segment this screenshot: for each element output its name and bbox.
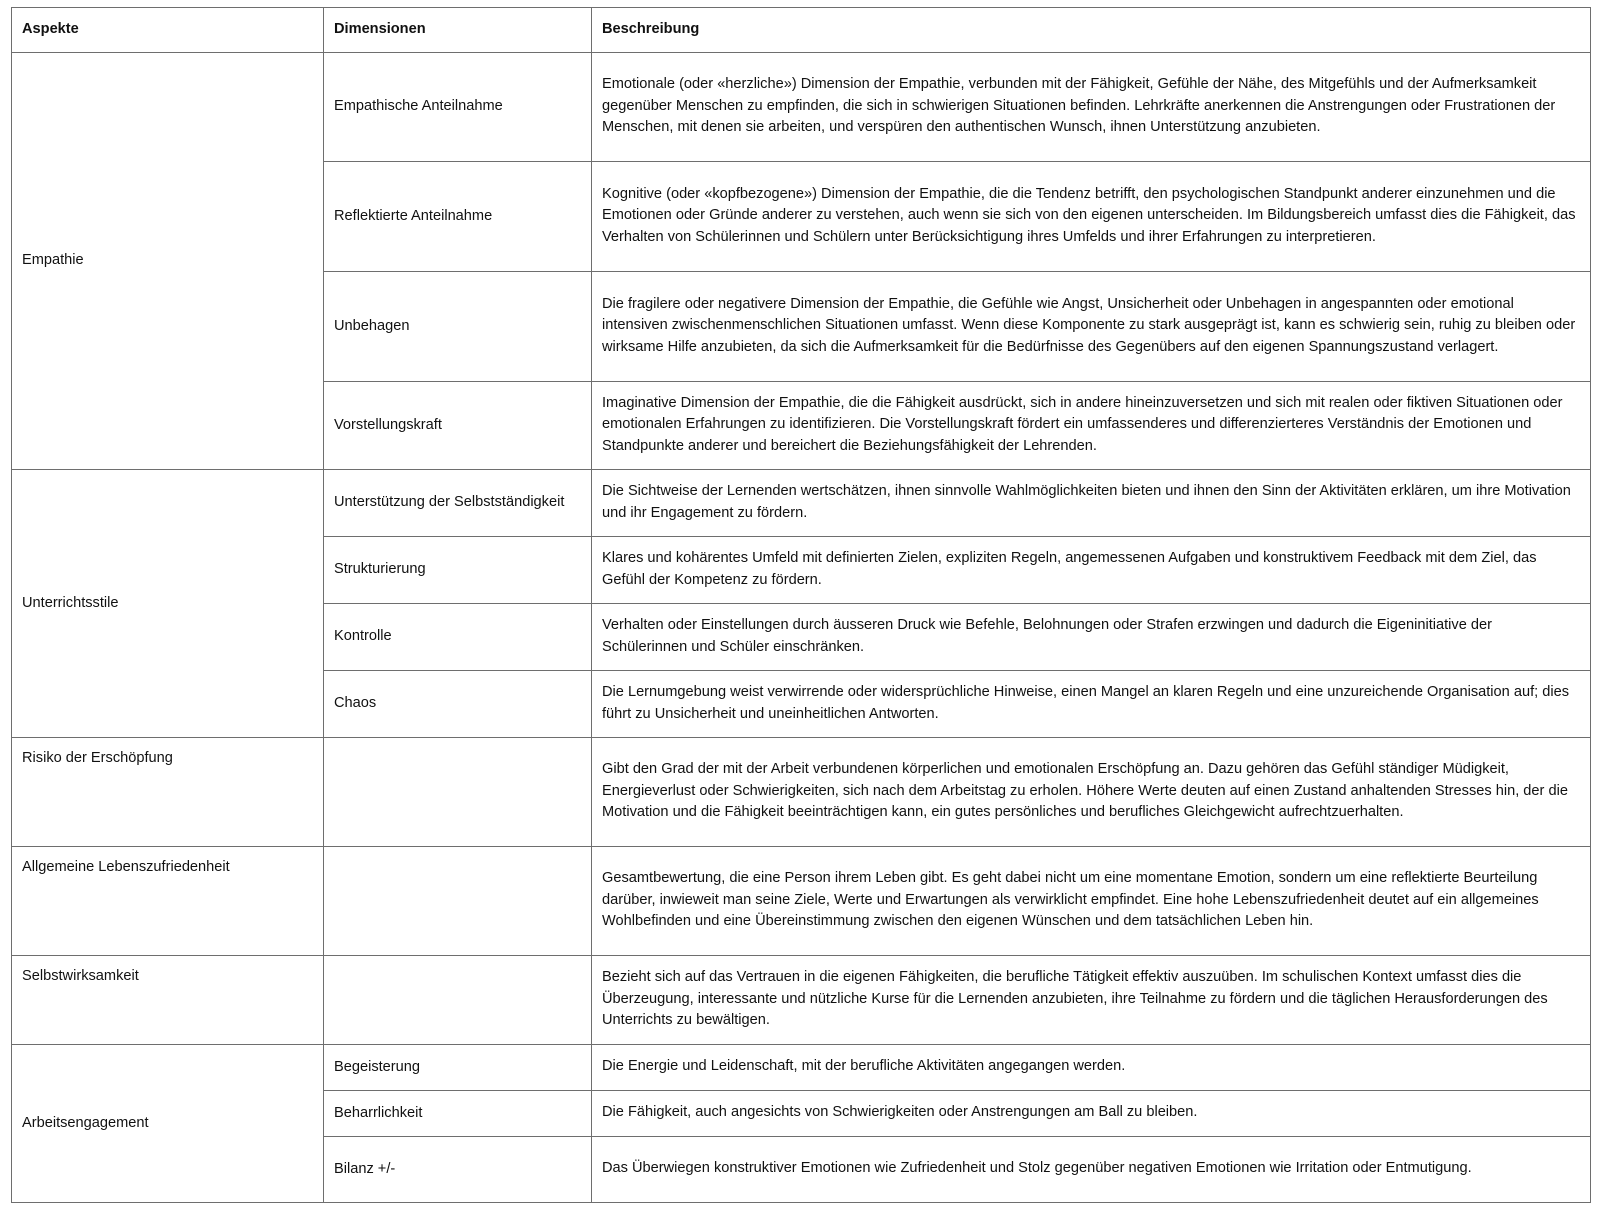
- dimension-cell: [324, 956, 592, 1045]
- table-row: [12, 738, 1591, 847]
- aspect-cell: Unterrichtsstile: [12, 470, 324, 738]
- description-cell: Emotionale (oder «herzliche») Dimension der Empathie, verbunden mit der Fähigkeit, Gefühle der Nähe, des Mitgefühls und der Aufmerksamkeit gegenüber Menschen zu empfinden, die sich in schwierigen Situationen befinden. Lehrkräfte anerkennen die Anstrengungen oder Frustrationen der Menschen, mit denen sie arbeiten, und verspüren den authentischen Wunsch, ihnen Unterstützung anzubieten.: [592, 53, 1591, 162]
- aspects-table: [11, 7, 1591, 1203]
- aspect-cell: Arbeitsengagement: [12, 1045, 324, 1203]
- table-row: [12, 956, 1591, 1045]
- dimension-cell: Empathische Anteilnahme: [324, 53, 592, 162]
- dimension-cell: Begeisterung: [324, 1045, 592, 1091]
- dimension-cell: Unbehagen: [324, 272, 592, 382]
- description-cell: Kognitive (oder «kopfbezogene») Dimension der Empathie, die die Tendenz betrifft, den psychologischen Standpunkt anderer einzunehmen und die Emotionen oder Gründe anderer zu verstehen, auch wenn sie sich von den eigenen unterscheiden. Im Bildungsbereich umfasst dies die Fähigkeit, das Verhalten von Schülerinnen und Schülern unter Berücksichtigung ihres Umfelds und ihrer Erfahrungen zu interpretieren.: [592, 162, 1591, 272]
- description-cell: Gibt den Grad der mit der Arbeit verbundenen körperlichen und emotionalen Erschöpfung an. Dazu gehören das Gefühl ständiger Müdigkeit, Energieverlust oder Schwierigkeiten, sich nach dem Arbeitstag zu erholen. Höhere Werte deuten auf einen Zustand anhaltenden Stresses hin, der die Motivation und die Fähigkeit beeinträchtigen kann, ein gutes persönliches und berufliches Gleichgewicht aufrechtzuerhalten.: [592, 738, 1591, 847]
- header-beschreibung: Beschreibung: [592, 8, 1591, 53]
- dimension-cell: Vorstellungskraft: [324, 382, 592, 470]
- table-row: [12, 1045, 1591, 1091]
- header-dimensionen: Dimensionen: [324, 8, 592, 53]
- table-row: [12, 470, 1591, 537]
- aspect-cell: Allgemeine Lebenszufriedenheit: [12, 847, 324, 956]
- aspect-cell: Empathie: [12, 53, 324, 470]
- dimension-cell: Bilanz +/-: [324, 1137, 592, 1203]
- description-cell: Das Überwiegen konstruktiver Emotionen wie Zufriedenheit und Stolz gegenüber negativen Emotionen wie Irritation oder Entmutigung.: [592, 1137, 1591, 1203]
- dimension-cell: [324, 738, 592, 847]
- description-cell: Bezieht sich auf das Vertrauen in die eigenen Fähigkeiten, die berufliche Tätigkeit effektiv auszuüben. Im schulischen Kontext umfasst dies die Überzeugung, interessante und nützliche Kurse für die Lernenden anzubieten, ihre Teilnahme zu fördern und die täglichen Herausforderungen des Unterrichts zu bewältigen.: [592, 956, 1591, 1045]
- header-aspekte: Aspekte: [12, 8, 324, 53]
- table-header-row: [12, 8, 1591, 53]
- description-cell: Verhalten oder Einstellungen durch äusseren Druck wie Befehle, Belohnungen oder Strafen erzwingen und dadurch die Eigeninitiative der Schülerinnen und Schüler einschränken.: [592, 604, 1591, 671]
- dimension-cell: [324, 847, 592, 956]
- description-cell: Die Fähigkeit, auch angesichts von Schwierigkeiten oder Anstrengungen am Ball zu bleiben.: [592, 1091, 1591, 1137]
- dimension-cell: Strukturierung: [324, 537, 592, 604]
- dimension-cell: Beharrlichkeit: [324, 1091, 592, 1137]
- dimension-cell: Unterstützung der Selbstständigkeit: [324, 470, 592, 537]
- dimension-cell: Kontrolle: [324, 604, 592, 671]
- table-row: [12, 53, 1591, 162]
- aspect-cell: Risiko der Erschöpfung: [12, 738, 324, 847]
- table-row: [12, 847, 1591, 956]
- description-cell: Gesamtbewertung, die eine Person ihrem Leben gibt. Es geht dabei nicht um eine momentane Emotion, sondern um eine reflektierte Beurteilung darüber, inwieweit man seine Ziele, Werte und Erwartungen als verwirklicht empfindet. Eine hohe Lebenszufriedenheit deutet auf ein allgemeines Wohlbefinden und eine Übereinstimmung zwischen den eigenen Wünschen und dem tatsächlichen Leben hin.: [592, 847, 1591, 956]
- description-cell: Die Energie und Leidenschaft, mit der berufliche Aktivitäten angegangen werden.: [592, 1045, 1591, 1091]
- dimension-cell: Reflektierte Anteilnahme: [324, 162, 592, 272]
- description-cell: Die fragilere oder negativere Dimension der Empathie, die Gefühle wie Angst, Unsicherheit oder Unbehagen in angespannten oder emotional intensiven zwischenmenschlichen Situationen umfasst. Wenn diese Komponente zu stark ausgeprägt ist, kann es schwierig sein, ruhig zu bleiben oder wirksame Hilfe anzubieten, da sich die Aufmerksamkeit für die Bedürfnisse des Gegenübers auf den eigenen Spannungszustand verlagert.: [592, 272, 1591, 382]
- description-cell: Die Sichtweise der Lernenden wertschätzen, ihnen sinnvolle Wahlmöglichkeiten bieten und ihnen den Sinn der Aktivitäten erklären, um ihre Motivation und ihr Engagement zu fördern.: [592, 470, 1591, 537]
- description-cell: Imaginative Dimension der Empathie, die die Fähigkeit ausdrückt, sich in andere hineinzuversetzen und sich mit realen oder fiktiven Situationen oder emotionalen Erfahrungen zu identifizieren. Die Vorstellungskraft fördert ein umfassenderes und differenzierteres Verständnis der Emotionen und Standpunkte anderer und bereichert die Beziehungsfähigkeit der Lehrenden.: [592, 382, 1591, 470]
- description-cell: Klares und kohärentes Umfeld mit definierten Zielen, expliziten Regeln, angemessenen Aufgaben und konstruktivem Feedback mit dem Ziel, das Gefühl der Kompetenz zu fördern.: [592, 537, 1591, 604]
- dimension-cell: Chaos: [324, 671, 592, 738]
- aspect-cell: Selbstwirksamkeit: [12, 956, 324, 1045]
- description-cell: Die Lernumgebung weist verwirrende oder widersprüchliche Hinweise, einen Mangel an klaren Regeln und eine unzureichende Organisation auf; dies führt zu Unsicherheit und uneinheitlichen Antworten.: [592, 671, 1591, 738]
